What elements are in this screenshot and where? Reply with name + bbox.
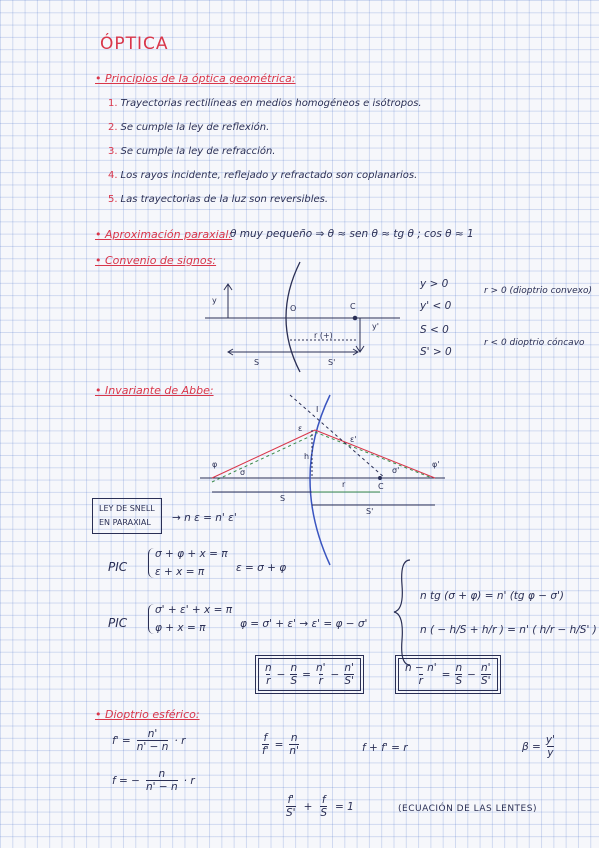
sign-diagram <box>205 262 400 372</box>
principle-item: 5. Las trayectorias de la luz son reversibles. <box>108 194 329 205</box>
principles-heading: • Principios de la óptica geométrica: <box>95 72 296 85</box>
abbe-h-label: h <box>304 452 310 461</box>
pic2-system: σ' + ε' + x = π φ + x = π <box>148 604 232 634</box>
abbe-sp-label: S' <box>366 507 374 516</box>
page-title: ÓPTICA <box>100 34 169 54</box>
sign-rule: S' > 0 <box>420 346 452 358</box>
signs-heading: • Convenio de signos: <box>95 254 216 267</box>
dioptre-power-box: $\frac{n - n'}{r}$ = $\frac{n}{S}$ − $\frac{n'}{S'}$ <box>398 658 498 691</box>
focal-sum-formula: f + f' = r <box>362 742 408 754</box>
snell-eq: → n ε = n' ε' <box>172 512 237 524</box>
pic1-system: σ + φ + x = π ε + x = π <box>148 548 228 578</box>
lens-equation: f' S' + $\frac{f}{S}$ = 1 <box>286 794 354 819</box>
pic2-label: PIC <box>108 616 128 630</box>
sign-r-label: r (+) <box>314 331 333 340</box>
principle-item: 1. Trayectorias rectilíneas en medios homogéneos e isótropos. <box>108 98 422 109</box>
pic1-label: PIC <box>108 560 128 574</box>
tg-equation: n tg (σ + φ) = n' (tg φ − σ') <box>420 590 564 602</box>
abbe-c-label: C <box>378 482 384 491</box>
paraxial-text: θ muy pequeño ⇒ θ ≈ sen θ ≈ tg θ ; cos θ ≈ 1 <box>230 228 474 240</box>
abbe-e-label: ε <box>298 424 303 433</box>
dioptrio-heading: • Dioptrio esférico: <box>95 708 200 721</box>
abbe-diagram <box>200 395 445 565</box>
abbe-phi-label: φ <box>212 460 218 469</box>
equation-brace <box>394 560 410 665</box>
f-formula: f = − $\frac{n}{n' - n}$ · r <box>112 768 195 793</box>
sign-sp-label: S' <box>328 358 336 367</box>
sign-y-label: y <box>212 296 217 305</box>
principle-item: 2. Se cumple la ley de reflexión. <box>108 122 270 133</box>
sign-o-label: O <box>290 304 297 313</box>
sign-rule: S < 0 <box>420 324 449 336</box>
abbe-sigma-label: σ <box>240 468 246 477</box>
pic2-result: φ = σ' + ε' → ε' = φ − σ' <box>240 618 368 630</box>
sign-s-label: S <box>254 358 260 367</box>
principle-item: 3. Se cumple la ley de refracción. <box>108 146 276 157</box>
curvature-positive: r > 0 (dioptrio convexo) <box>484 286 592 296</box>
abbe-i-label: I <box>316 405 319 414</box>
beta-formula: β = $\frac{y'}{y}$ <box>522 734 555 759</box>
lens-equation-label: (ECUACIÓN DE LAS LENTES) <box>398 804 537 814</box>
sign-c-label: C <box>350 302 356 311</box>
abbe-r-label: r <box>342 480 346 489</box>
sign-rule: y > 0 <box>420 278 449 290</box>
abbe-phip-label: φ' <box>432 460 440 469</box>
h-equation: n ( − h/S + h/r ) = n' ( h/r − h/S' ) <box>420 624 597 636</box>
snell-box: LEY DE SNELL EN PARAXIAL <box>92 498 162 534</box>
curvature-negative: r < 0 dioptrio cóncavo <box>484 338 585 348</box>
paraxial-heading: • Aproximación paraxial: <box>95 228 232 241</box>
focal-ratio-formula: $\frac{f}{f'}$ = $\frac{n}{n'}$ <box>262 732 299 757</box>
f-prime-formula: f' = $\frac{n'}{n' - n}$ · r <box>112 728 186 753</box>
abbe-invariant-box: n r − $\frac{n}{S}$ = $\frac{n'}{r}$ − $\frac{n'}{S'}$ <box>258 658 361 691</box>
pic1-result: ε = σ + φ <box>236 562 287 574</box>
abbe-s-label: S <box>280 494 286 503</box>
abbe-sigmap-label: σ' <box>392 466 400 475</box>
sign-rule: y' < 0 <box>420 300 452 312</box>
principle-item: 4. Los rayos incidente, reflejado y refractado son coplanarios. <box>108 170 418 181</box>
sign-yp-label: y' <box>372 322 379 331</box>
abbe-ep-label: ε' <box>350 435 357 444</box>
abbe-heading: • Invariante de Abbe: <box>95 384 214 397</box>
